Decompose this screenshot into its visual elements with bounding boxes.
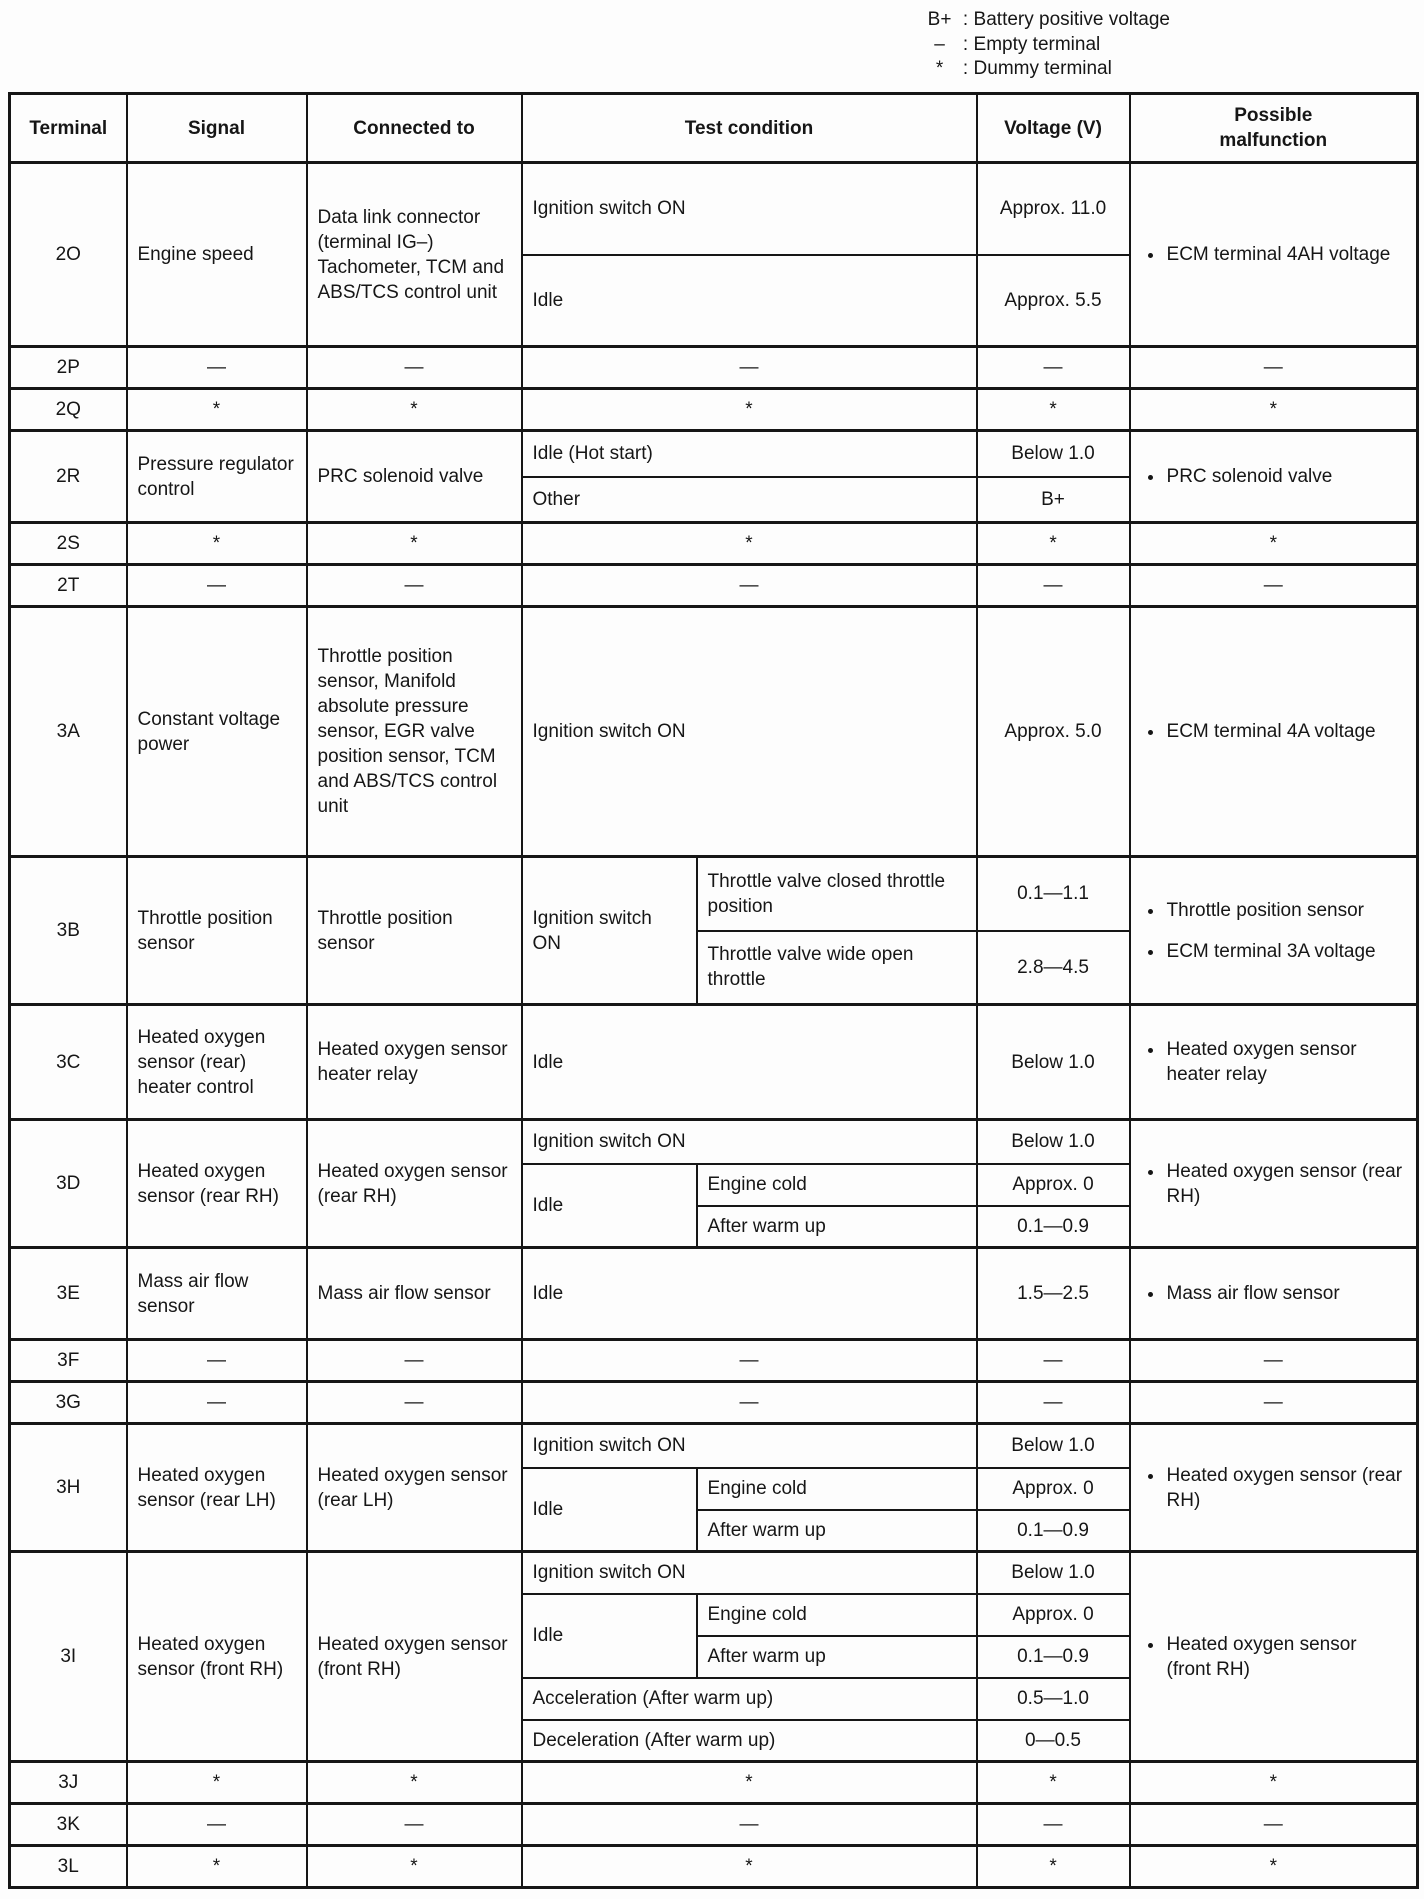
connected-to-cell: Heated oxygen sensor (rear LH) xyxy=(307,1424,522,1552)
terminal-cell: 3L xyxy=(10,1846,127,1888)
voltage-cell: — xyxy=(977,565,1130,607)
voltage-cell: 1.5—2.5 xyxy=(977,1248,1130,1340)
malfunction-item: • Mass air flow sensor xyxy=(1165,1281,1407,1306)
signal-cell: * xyxy=(127,1846,307,1888)
legend-symbol: – xyxy=(934,33,945,55)
test-condition-cell: Idle (Hot start) xyxy=(522,431,977,477)
connected-to-cell: — xyxy=(307,347,522,389)
terminal-cell: 3A xyxy=(10,607,127,857)
malfunction-item: • Throttle position sensor xyxy=(1165,898,1407,923)
table-row xyxy=(10,1120,1418,1164)
table-row xyxy=(10,523,1418,565)
malfunction-item: • ECM terminal 3A voltage xyxy=(1165,939,1407,964)
voltage-cell: 0.1—0.9 xyxy=(977,1636,1130,1678)
terminal-cell: 3J xyxy=(10,1762,127,1804)
terminal-cell: 3I xyxy=(10,1552,127,1762)
malfunction-cell: — xyxy=(1130,1382,1418,1424)
signal-cell: — xyxy=(127,1340,307,1382)
table-row xyxy=(10,1340,1418,1382)
legend-item xyxy=(922,33,1170,58)
malfunction-cell: * xyxy=(1130,389,1418,431)
signal-cell: Engine speed xyxy=(127,163,307,347)
table-row xyxy=(10,1005,1418,1120)
terminal-cell: 3K xyxy=(10,1804,127,1846)
terminal-cell: 2P xyxy=(10,347,127,389)
voltage-cell: Approx. 5.5 xyxy=(977,255,1130,347)
voltage-cell: — xyxy=(977,1340,1130,1382)
legend-item xyxy=(922,57,1170,82)
malfunction-cell: — xyxy=(1130,347,1418,389)
test-condition-cell: * xyxy=(522,1762,977,1804)
voltage-cell: — xyxy=(977,1804,1130,1846)
legend-colon: : xyxy=(962,9,969,30)
voltage-cell: — xyxy=(977,1382,1130,1424)
malfunction-cell xyxy=(1130,1120,1418,1248)
voltage-cell: Below 1.0 xyxy=(977,431,1130,477)
malfunction-cell: * xyxy=(1130,1762,1418,1804)
signal-cell: Pressure regulator control xyxy=(127,431,307,523)
test-condition-cell: — xyxy=(522,347,977,389)
col-header-signal: Signal xyxy=(127,94,307,163)
terminal-cell: 3G xyxy=(10,1382,127,1424)
malfunction-cell: * xyxy=(1130,1846,1418,1888)
malfunction-item: • ECM terminal 4A voltage xyxy=(1165,719,1407,744)
test-condition-cell: Idle xyxy=(522,1248,977,1340)
test-condition-cell: Idle xyxy=(522,1005,977,1120)
test-condition-cell: * xyxy=(522,389,977,431)
table-row xyxy=(10,1382,1418,1424)
malfunction-item: • Heated oxygen sensor (rear RH) xyxy=(1165,1159,1407,1209)
col-header-voltage: Voltage (V) xyxy=(977,94,1130,163)
table-row xyxy=(10,431,1418,477)
voltage-cell: * xyxy=(977,1762,1130,1804)
malfunction-cell xyxy=(1130,1424,1418,1552)
legend-symbol: * xyxy=(935,58,944,80)
table-row xyxy=(10,1552,1418,1594)
terminal-cell: 3C xyxy=(10,1005,127,1120)
malfunction-cell xyxy=(1130,1248,1418,1340)
test-condition-cell: Other xyxy=(522,477,977,523)
connected-to-cell: — xyxy=(307,565,522,607)
table-row xyxy=(10,857,1418,931)
voltage-cell: Approx. 0 xyxy=(977,1164,1130,1206)
malfunction-cell: — xyxy=(1130,1804,1418,1846)
col-header-terminal: Terminal xyxy=(10,94,127,163)
test-condition-sub-cell: After warm up xyxy=(697,1206,977,1248)
signal-cell: * xyxy=(127,1762,307,1804)
connected-to-cell: Heated oxygen sensor (front RH) xyxy=(307,1552,522,1762)
terminal-cell: 2O xyxy=(10,163,127,347)
signal-cell: Heated oxygen sensor (rear) heater control xyxy=(127,1005,307,1120)
test-condition-cell: * xyxy=(522,1846,977,1888)
test-condition-sub-cell: Engine cold xyxy=(697,1468,977,1510)
legend-colon: : xyxy=(962,33,969,55)
legend xyxy=(922,8,1170,82)
terminal-cell: 3E xyxy=(10,1248,127,1340)
voltage-cell: Below 1.0 xyxy=(977,1120,1130,1164)
signal-cell: Throttle position sensor xyxy=(127,857,307,1005)
terminal-cell: 2S xyxy=(10,523,127,565)
signal-cell: Heated oxygen sensor (rear LH) xyxy=(127,1424,307,1552)
signal-cell: — xyxy=(127,1382,307,1424)
malfunction-item: • Heated oxygen sensor (front RH) xyxy=(1165,1632,1407,1682)
test-condition-cell: Ignition switch ON xyxy=(522,607,977,857)
test-condition-cell: Ignition switch ON xyxy=(522,163,977,255)
terminal-cell: 2Q xyxy=(10,389,127,431)
signal-cell: — xyxy=(127,347,307,389)
voltage-cell: — xyxy=(977,347,1130,389)
malfunction-item: • ECM terminal 4AH voltage xyxy=(1165,242,1407,267)
malfunction-item: • Heated oxygen sensor heater relay xyxy=(1165,1037,1407,1087)
voltage-cell: 0—0.5 xyxy=(977,1720,1130,1762)
malfunction-cell: * xyxy=(1130,523,1418,565)
voltage-cell: B+ xyxy=(977,477,1130,523)
terminal-cell: 2T xyxy=(10,565,127,607)
table-row xyxy=(10,607,1418,857)
connected-to-cell: * xyxy=(307,1762,522,1804)
terminal-cell: 3D xyxy=(10,1120,127,1248)
signal-cell: * xyxy=(127,523,307,565)
legend-meaning: Empty terminal xyxy=(973,33,1101,55)
signal-cell: Heated oxygen sensor (front RH) xyxy=(127,1552,307,1762)
voltage-cell: Approx. 0 xyxy=(977,1594,1130,1636)
voltage-cell: * xyxy=(977,523,1130,565)
malfunction-cell xyxy=(1130,1005,1418,1120)
malfunction-cell xyxy=(1130,431,1418,523)
table-row xyxy=(10,565,1418,607)
terminal-cell: 3B xyxy=(10,857,127,1005)
test-condition-cell: Ignition switch ON xyxy=(522,1424,977,1468)
test-condition-cell: — xyxy=(522,1804,977,1846)
table-row xyxy=(10,1762,1418,1804)
signal-cell: — xyxy=(127,1804,307,1846)
col-header-connected-to: Connected to xyxy=(307,94,522,163)
test-condition-cell: * xyxy=(522,523,977,565)
signal-cell: Heated oxygen sensor (rear RH) xyxy=(127,1120,307,1248)
test-condition-main-cell: Idle xyxy=(522,1594,697,1678)
malfunction-item: • Heated oxygen sensor (rear RH) xyxy=(1165,1463,1407,1513)
connected-to-cell: PRC solenoid valve xyxy=(307,431,522,523)
table-row xyxy=(10,347,1418,389)
test-condition-cell: Deceleration (After warm up) xyxy=(522,1720,977,1762)
test-condition-cell: Ignition switch ON xyxy=(522,1120,977,1164)
connected-to-cell: Throttle position sensor, Manifold absolute pressure sensor, EGR valve position sensor, TCM and ABS/TCS control unit xyxy=(307,607,522,857)
table-row xyxy=(10,389,1418,431)
legend-meaning: Battery positive voltage xyxy=(973,9,1170,30)
table-row xyxy=(10,1804,1418,1846)
test-condition-sub-cell: After warm up xyxy=(697,1510,977,1552)
table-row xyxy=(10,163,1418,255)
test-condition-cell: — xyxy=(522,565,977,607)
table-row xyxy=(10,1424,1418,1468)
connected-to-cell: Data link connector (terminal IG–) Tachometer, TCM and ABS/TCS control unit xyxy=(307,163,522,347)
col-header-malfunction-label: Possible malfunction xyxy=(1219,105,1328,152)
test-condition-cell: Ignition switch ON xyxy=(522,1552,977,1594)
connected-to-cell: Throttle position sensor xyxy=(307,857,522,1005)
voltage-cell: Below 1.0 xyxy=(977,1424,1130,1468)
voltage-cell: 2.8—4.5 xyxy=(977,931,1130,1005)
test-condition-cell: — xyxy=(522,1382,977,1424)
malfunction-cell xyxy=(1130,607,1418,857)
test-condition-main-cell: Idle xyxy=(522,1468,697,1552)
signal-cell: — xyxy=(127,565,307,607)
legend-symbol: B+ xyxy=(927,9,952,30)
voltage-cell: Approx. 0 xyxy=(977,1468,1130,1510)
legend-meaning: Dummy terminal xyxy=(973,58,1112,80)
test-condition-main-cell: Ignition switch ON xyxy=(522,857,697,1005)
voltage-cell: 0.1—0.9 xyxy=(977,1510,1130,1552)
test-condition-sub-cell: Engine cold xyxy=(697,1594,977,1636)
test-condition-sub-cell: Engine cold xyxy=(697,1164,977,1206)
test-condition-cell: Acceleration (After warm up) xyxy=(522,1678,977,1720)
terminal-cell: 3H xyxy=(10,1424,127,1552)
malfunction-cell: — xyxy=(1130,565,1418,607)
col-header-malfunction xyxy=(1130,94,1418,163)
connected-to-cell: * xyxy=(307,523,522,565)
connected-to-cell: Heated oxygen sensor (rear RH) xyxy=(307,1120,522,1248)
connected-to-cell: * xyxy=(307,389,522,431)
signal-cell: Mass air flow sensor xyxy=(127,1248,307,1340)
voltage-cell: * xyxy=(977,1846,1130,1888)
malfunction-cell: — xyxy=(1130,1340,1418,1382)
connected-to-cell: Heated oxygen sensor heater relay xyxy=(307,1005,522,1120)
voltage-cell: * xyxy=(977,389,1130,431)
voltage-cell: Below 1.0 xyxy=(977,1552,1130,1594)
signal-cell: * xyxy=(127,389,307,431)
voltage-cell: Approx. 5.0 xyxy=(977,607,1130,857)
test-condition-sub-cell: Throttle valve closed throttle position xyxy=(697,857,977,931)
test-condition-sub-cell: After warm up xyxy=(697,1636,977,1678)
table-header-row xyxy=(10,94,1418,163)
voltage-cell: Below 1.0 xyxy=(977,1005,1130,1120)
voltage-cell: 0.1—0.9 xyxy=(977,1206,1130,1248)
connected-to-cell: — xyxy=(307,1804,522,1846)
malfunction-cell xyxy=(1130,163,1418,347)
terminal-cell: 3F xyxy=(10,1340,127,1382)
table-row xyxy=(10,1248,1418,1340)
voltage-cell: 0.1—1.1 xyxy=(977,857,1130,931)
terminal-cell: 2R xyxy=(10,431,127,523)
signal-cell: Constant voltage power xyxy=(127,607,307,857)
table-row xyxy=(10,1846,1418,1888)
connected-to-cell: — xyxy=(307,1382,522,1424)
test-condition-cell: Idle xyxy=(522,255,977,347)
connected-to-cell: — xyxy=(307,1340,522,1382)
legend-item xyxy=(922,8,1170,33)
voltage-cell: 0.5—1.0 xyxy=(977,1678,1130,1720)
malfunction-item: • PRC solenoid valve xyxy=(1165,464,1407,489)
malfunction-cell xyxy=(1130,1552,1418,1762)
test-condition-sub-cell: Throttle valve wide open throttle xyxy=(697,931,977,1005)
legend-colon: : xyxy=(962,58,969,80)
connected-to-cell: * xyxy=(307,1846,522,1888)
voltage-cell: Approx. 11.0 xyxy=(977,163,1130,255)
test-condition-main-cell: Idle xyxy=(522,1164,697,1248)
test-condition-cell: — xyxy=(522,1340,977,1382)
col-header-test-condition: Test condition xyxy=(522,94,977,163)
connected-to-cell: Mass air flow sensor xyxy=(307,1248,522,1340)
terminal-voltage-table xyxy=(8,92,1419,1889)
malfunction-cell xyxy=(1130,857,1418,1005)
